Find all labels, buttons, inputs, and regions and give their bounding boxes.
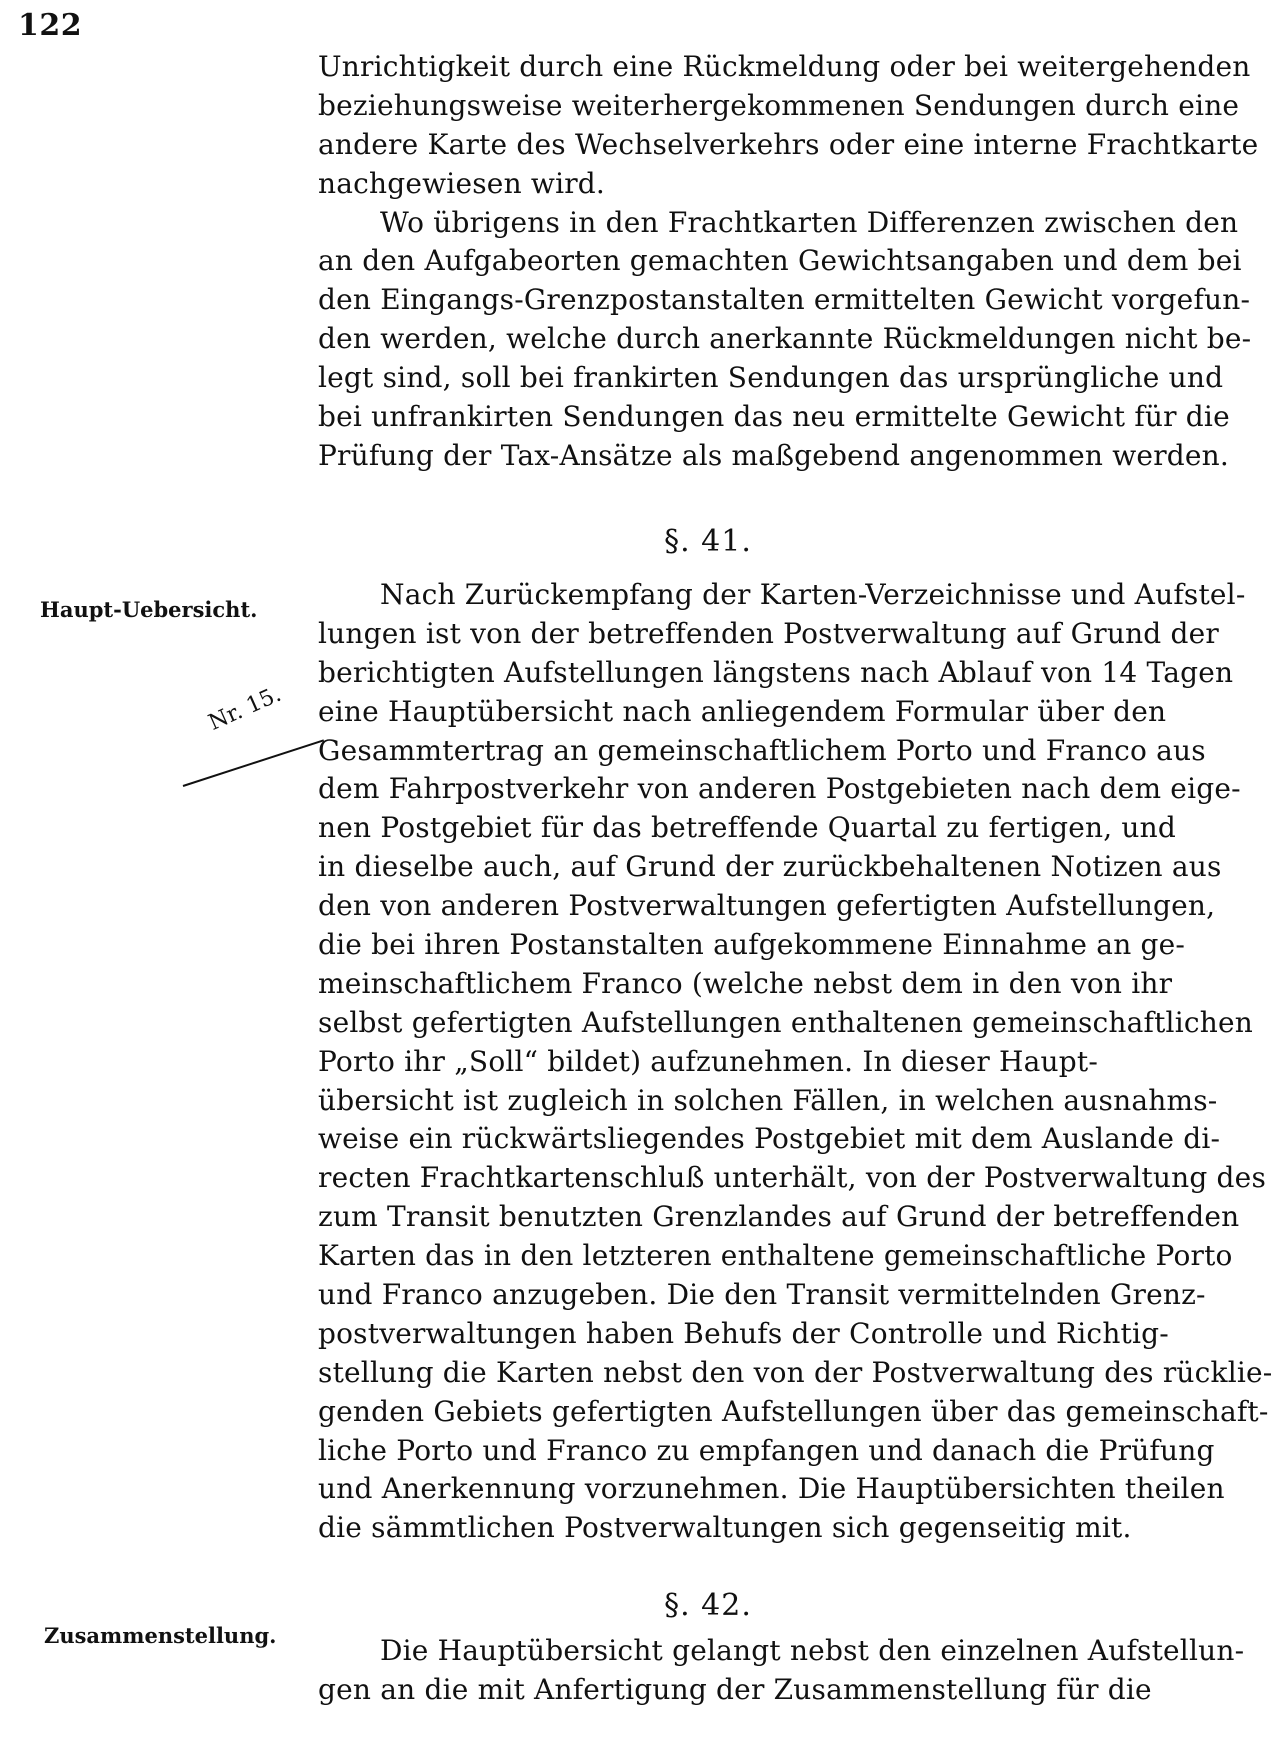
section-heading-41: §. 41. <box>664 524 752 559</box>
text-line: bei unfrankirten Sendungen das neu ermittelte Gewicht für die <box>318 400 1230 434</box>
page-number: 122 <box>18 8 83 43</box>
margin-note-zusammenstellung: Zusammenstellung. <box>44 1623 277 1648</box>
text-line: meinschaftlichem Franco (welche nebst dem in den von ihr <box>318 966 1173 1000</box>
text-line: Prüfung der Tax-Ansätze als maßgebend angenommen werden. <box>318 438 1230 472</box>
text-line: lungen ist von der betreffenden Postverwaltung auf Grund der <box>318 616 1219 650</box>
form-reference-pointer-line <box>183 739 324 787</box>
text-line: Wo übrigens in den Frachtkarten Differenzen zwischen den <box>380 205 1239 239</box>
text-line: und Franco anzugeben. Die den Transit vermittelnden Grenz- <box>318 1278 1206 1312</box>
form-reference: Nr. 15. <box>205 681 285 736</box>
text-line: nachgewiesen wird. <box>318 166 606 200</box>
text-line: genden Gebiets gefertigten Aufstellungen über das gemeinschaft- <box>318 1394 1269 1428</box>
section-heading-42: §. 42. <box>664 1588 752 1623</box>
paragraph-section-41 <box>318 576 1272 1548</box>
paragraph-block-top <box>318 48 1259 476</box>
text-line: zum Transit benutzten Grenzlandes auf Grund der betreffenden <box>318 1200 1240 1234</box>
text-line: andere Karte des Wechselverkehrs oder eine interne Frachtkarte <box>318 127 1259 161</box>
text-line: eine Hauptübersicht nach anliegendem Formular über den <box>318 694 1167 728</box>
text-line: den werden, welche durch anerkannte Rückmeldungen nicht be- <box>318 322 1252 356</box>
margin-note-haupt-uebersicht: Haupt-Uebersicht. <box>40 597 258 622</box>
text-line: die sämmtlichen Postverwaltungen sich gegenseitig mit. <box>318 1511 1132 1545</box>
paragraph-section-42 <box>318 1632 1245 1710</box>
text-line: dem Fahrpostverkehr von anderen Postgebieten nach dem eige- <box>318 772 1241 806</box>
text-line: nen Postgebiet für das betreffende Quartal zu fertigen, und <box>318 811 1177 845</box>
text-line: weise ein rückwärtsliegendes Postgebiet mit dem Auslande di- <box>318 1122 1221 1156</box>
text-line: selbst gefertigten Aufstellungen enthaltenen gemeinschaftlichen <box>318 1005 1253 1039</box>
text-line: Die Hauptübersicht gelangt nebst den einzelnen Aufstellun- <box>380 1634 1245 1667</box>
text-line: liche Porto und Franco zu empfangen und danach die Prüfung <box>318 1433 1215 1467</box>
text-line: den Eingangs-Grenzpostanstalten ermittelten Gewicht vorgefun- <box>318 283 1251 317</box>
text-line: Gesammtertrag an gemeinschaftlichem Porto und Franco aus <box>318 733 1206 767</box>
text-line: berichtigten Aufstellungen längstens nach Ablauf von 14 Tagen <box>318 655 1234 689</box>
text-line: Unrichtigkeit durch eine Rückmeldung oder bei weitergehenden <box>318 50 1251 83</box>
text-line: Nach Zurückempfang der Karten-Verzeichnisse und Aufstel- <box>380 578 1246 611</box>
text-line: beziehungsweise weiterhergekommenen Sendungen durch eine <box>318 88 1240 122</box>
text-line: übersicht ist zugleich in solchen Fällen, in welchen ausnahms- <box>318 1083 1218 1117</box>
text-line: recten Frachtkartenschluß unterhält, von der Postverwaltung des <box>318 1161 1267 1195</box>
text-line: in dieselbe auch, auf Grund der zurückbehaltenen Notizen aus <box>318 850 1222 884</box>
text-line: und Anerkennung vorzunehmen. Die Hauptübersichten theilen <box>318 1472 1225 1506</box>
text-line: legt sind, soll bei frankirten Sendungen das ursprüngliche und <box>318 361 1224 395</box>
text-line: Karten das in den letzteren enthaltene gemeinschaftliche Porto <box>318 1239 1233 1273</box>
text-line: stellung die Karten nebst den von der Postverwaltung des rücklie- <box>318 1355 1272 1389</box>
text-line: Porto ihr „Soll“ bildet) aufzunehmen. In dieser Haupt- <box>318 1044 1099 1078</box>
text-line: die bei ihren Postanstalten aufgekommene Einnahme an ge- <box>318 928 1186 962</box>
text-line: postverwaltungen haben Behufs der Controlle und Richtig- <box>318 1316 1169 1350</box>
text-line: den von anderen Postverwaltungen gefertigten Aufstellungen, <box>318 889 1216 923</box>
text-line: gen an die mit Anfertigung der Zusammenstellung für die <box>318 1672 1152 1706</box>
text-line: an den Aufgabeorten gemachten Gewichtsangaben und dem bei <box>318 244 1242 278</box>
